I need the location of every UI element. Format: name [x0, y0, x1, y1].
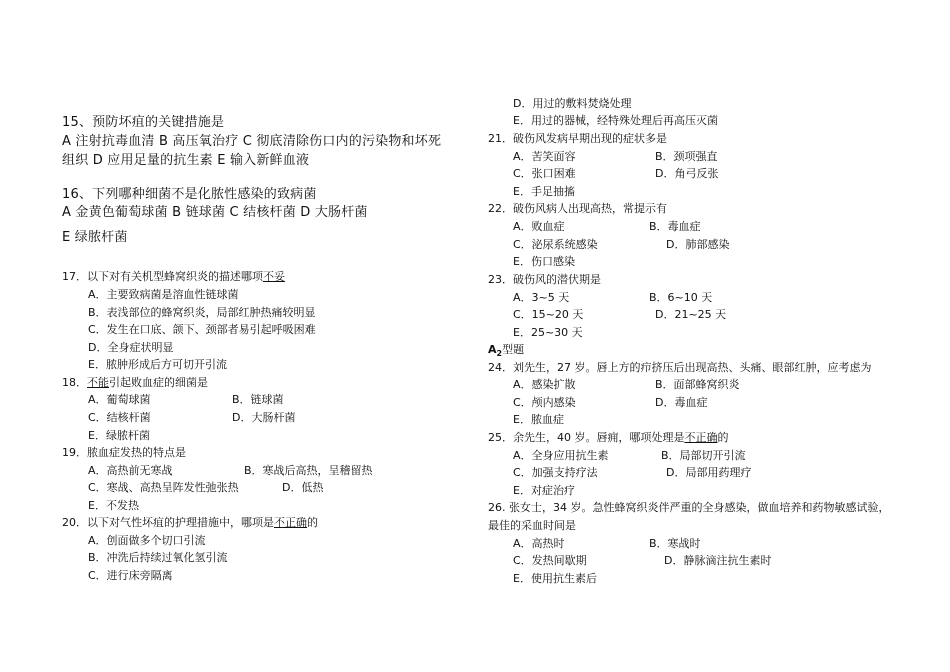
question-26-stem-line1: 26. 张女士，34 岁。急性蜂窝织炎伴严重的全身感染，做血培养和药物敏感试验， [488, 501, 890, 514]
question-22-option-d: D．肺部感染 [666, 238, 730, 251]
question-17-option-d: D．全身症状明显 [88, 341, 174, 354]
question-18-option-b: B．链球菌 [232, 393, 284, 406]
question-21-option-b: B．颈项强直 [655, 150, 718, 163]
question-19-option-b: B．寒战后高热，呈稽留热 [244, 464, 373, 477]
question-23-stem: 23．破伤风的潜伏期是 [488, 273, 601, 286]
question-22-option-a: A．败血症 [513, 220, 565, 233]
question-20-option-b: B．冲洗后持续过氧化氢引流 [88, 551, 228, 564]
question-21-stem: 21．破伤风发病早期出现的症状多是 [488, 132, 667, 145]
question-26-option-c: C．发热间歇期 [513, 554, 587, 567]
question-25-option-b: B．局部切开引流 [661, 449, 746, 462]
question-23-option-e: E．25~30 天 [513, 326, 583, 339]
question-25-option-e: E．对症治疗 [513, 484, 575, 497]
question-24-option-c: C．颅内感染 [513, 396, 576, 409]
question-16-options-line1: A 金黄色葡萄球菌 B 链球菌 C 结核杆菌 D 大肠杆菌 [62, 205, 368, 220]
question-24-option-a: A．感染扩散 [513, 378, 576, 391]
question-17-option-e: E．脓肿形成后方可切开引流 [88, 358, 227, 371]
question-22-option-c: C．泌尿系统感染 [513, 238, 598, 251]
question-15-stem: 15、预防坏疽的关键措施是 [62, 115, 225, 130]
question-20-option-d: D．用过的敷料焚烧处理 [513, 97, 632, 110]
question-23-option-d: D．21~25 天 [655, 308, 727, 321]
question-26-option-a: A．高热时 [513, 537, 565, 550]
question-24-option-d: D．毒血症 [655, 396, 708, 409]
underlined-keyword: 不妥 [263, 270, 285, 283]
underlined-keyword: 不正确 [274, 516, 307, 529]
question-21-option-d: D．角弓反张 [655, 167, 719, 180]
question-17-option-c: C．发生在口底、颌下、颈部者易引起呼吸困难 [88, 323, 316, 336]
question-20-option-e: E．用过的器械，经特殊处理后再高压灭菌 [513, 114, 718, 127]
question-19-option-e: E．不发热 [88, 499, 139, 512]
question-26-option-d: D．静脉滴注抗生素时 [664, 554, 772, 567]
question-18-option-a: A．葡萄球菌 [88, 393, 151, 406]
question-20-option-a: A．创面做多个切口引流 [88, 534, 206, 547]
question-18-option-c: C．结核杆菌 [88, 411, 151, 424]
question-22-option-b: B．毒血症 [649, 220, 701, 233]
question-20-stem: 20．以下对气性坏疽的护理措施中，哪项是不正确的 [62, 516, 318, 529]
question-19-option-a: A．高热前无寒战 [88, 464, 173, 477]
question-25-option-c: C．加强支持疗法 [513, 466, 598, 479]
question-26-stem-line2: 最佳的采血时间是 [488, 519, 576, 532]
question-25-option-d: D．局部用药理疗 [666, 466, 752, 479]
question-23-option-c: C．15~20 天 [513, 308, 584, 321]
question-25-option-a: A．全身应用抗生素 [513, 449, 609, 462]
question-18-stem: 18．不能引起败血症的细菌是 [62, 376, 208, 389]
question-26-option-b: B．寒战时 [649, 537, 701, 550]
question-22-option-e: E．伤口感染 [513, 255, 575, 268]
section-heading-a2: $A_2$型题 [488, 343, 525, 359]
question-18-option-d: D．大肠杆菌 [232, 411, 296, 424]
question-20-option-c: C．进行床旁隔离 [88, 569, 173, 582]
question-15-options-line1: A 注射抗毒血清 B 高压氧治疗 C 彻底清除伤口内的污染物和坏死 [62, 134, 442, 149]
question-17-option-a: A．主要致病菌是溶血性链球菌 [88, 288, 239, 301]
question-21-option-c: C．张口困难 [513, 167, 576, 180]
question-16-stem: 16、下列哪种细菌不是化脓性感染的致病菌 [62, 187, 317, 202]
question-19-option-d: D．低热 [282, 481, 324, 494]
question-24-option-b: B．面部蜂窝织炎 [655, 378, 740, 391]
question-26-option-e: E．使用抗生素后 [513, 572, 597, 585]
question-21-option-e: E．手足抽搐 [513, 185, 575, 198]
question-19-option-c: C．寒战、高热呈阵发性弛张热 [88, 481, 239, 494]
question-16-options-line2: E 绿脓杆菌 [62, 230, 128, 245]
question-25-stem: 25．余先生，40 岁。唇痈，哪项处理是不正确的 [488, 431, 729, 444]
question-21-option-a: A．苦笑面容 [513, 150, 576, 163]
question-15-options-line2: 组织 D 应用足量的抗生素 E 输入新鲜血液 [62, 153, 310, 168]
question-23-option-b: B．6~10 天 [649, 291, 713, 304]
question-23-option-a: A．3~5 天 [513, 291, 570, 304]
question-17-option-b: B．表浅部位的蜂窝织炎，局部红肿热痛较明显 [88, 306, 316, 319]
question-19-stem: 19．脓血症发热的特点是 [62, 446, 186, 459]
question-24-option-e: E．脓血症 [513, 413, 564, 426]
question-22-stem: 22．破伤风病人出现高热，常提示有 [488, 202, 667, 215]
question-18-option-e: E．绿脓杆菌 [88, 429, 150, 442]
underlined-keyword: 不正确 [684, 431, 718, 444]
question-24-stem: 24．刘先生，27 岁。唇上方的疖挤压后出现高热、头痛、眼部红肿，应考虑为 [488, 361, 872, 374]
underlined-keyword: 不能 [87, 376, 109, 389]
question-17-stem: 17．以下对有关机型蜂窝织炎的描述哪项不妥 [62, 270, 285, 283]
